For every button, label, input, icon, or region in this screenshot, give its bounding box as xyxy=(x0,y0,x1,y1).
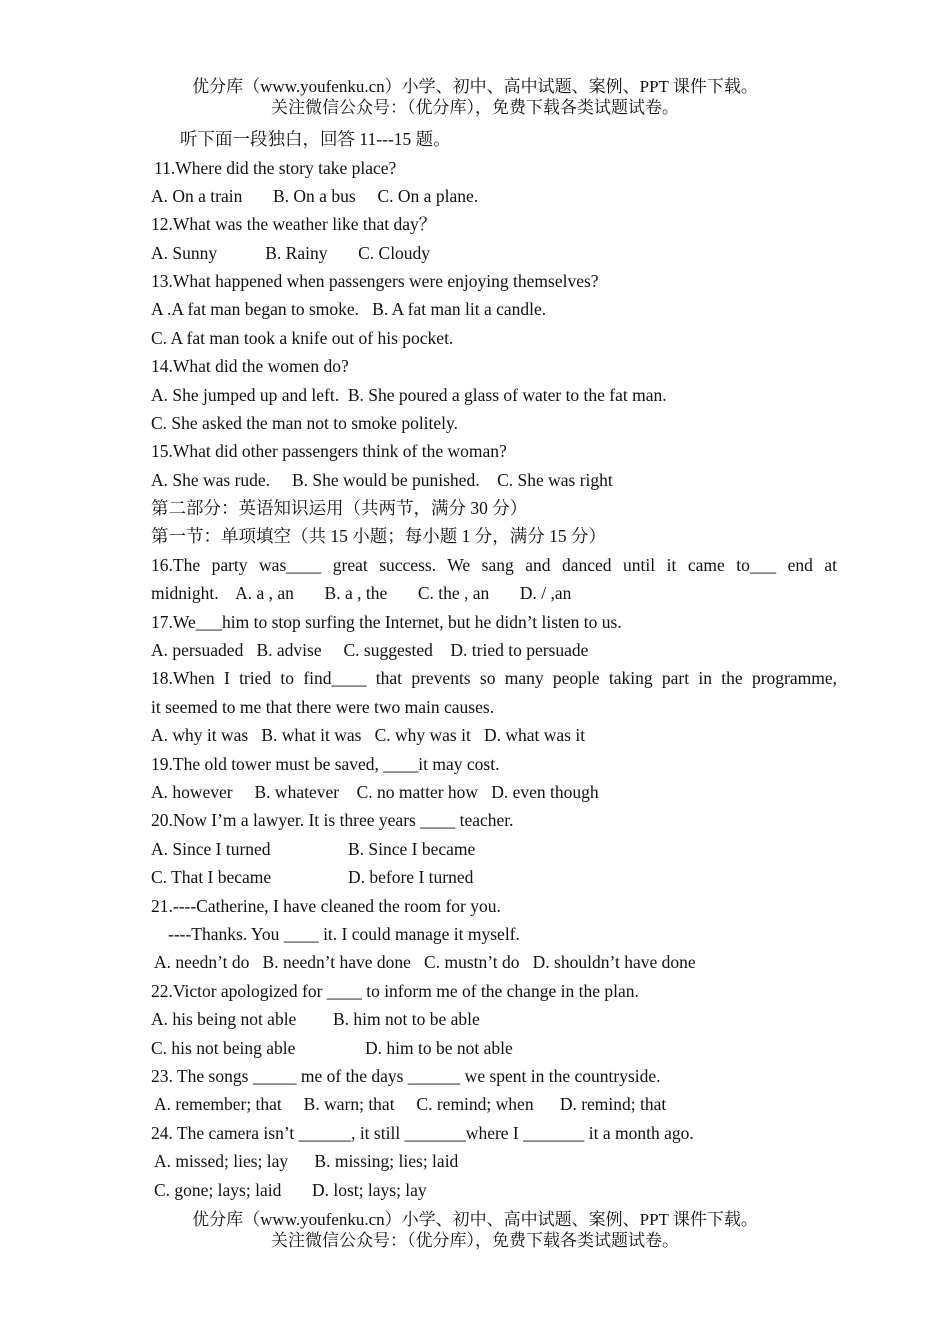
q22-option-c: C. his not being able xyxy=(151,1038,296,1058)
q24-stem: 24. The camera isn’t ______, it still _______where I _______ it a month ago. xyxy=(151,1123,694,1143)
section1-heading: 第一节：单项填空（共 15 小题；每小题 1 分，满分 15 分） xyxy=(151,526,606,546)
q20-option-c: C. That I became xyxy=(151,867,272,887)
footer-line-1: 优分库（www.youfenku.cn）小学、初中、高中试题、案例、PPT 课件下载。 xyxy=(192,1210,758,1229)
footer-line-2: 关注微信公众号：（优分库），免费下载各类试题试卷。 xyxy=(271,1231,679,1250)
q21-stem-2: ----Thanks. You ____ it. I could manage it myself. xyxy=(168,924,520,944)
q15-options: A. She was rude. B. She would be punished. C. She was right xyxy=(151,470,613,490)
q18-stem-1: 18.When I tried to find____ that prevents so many people taking part in the programme, xyxy=(151,668,837,688)
q20-option-d: D. before I turned xyxy=(348,867,474,887)
q15-stem: 15.What did other passengers think of the woman? xyxy=(151,441,507,461)
header-line-1: 优分库（www.youfenku.cn）小学、初中、高中试题、案例、PPT 课件下载。 xyxy=(192,77,758,96)
q12-options: A. Sunny B. Rainy C. Cloudy xyxy=(151,243,431,263)
q17-stem: 17.We___him to stop surfing the Internet, but he didn’t listen to us. xyxy=(151,612,622,632)
q19-stem: 19.The old tower must be saved, ____it may cost. xyxy=(151,754,500,774)
q21-options: A. needn’t do B. needn’t have done C. mustn’t do D. shouldn’t have done xyxy=(154,952,696,972)
header-line-2: 关注微信公众号：（优分库），免费下载各类试题试卷。 xyxy=(271,98,679,117)
q13-options-1: A .A fat man began to smoke. B. A fat man lit a candle. xyxy=(151,299,547,319)
q22-option-b: B. him not to be able xyxy=(333,1009,480,1029)
q23-options: A. remember; that B. warn; that C. remind; when D. remind; that xyxy=(154,1094,667,1114)
q13-stem: 13.What happened when passengers were enjoying themselves? xyxy=(151,271,599,291)
q14-options-2: C. She asked the man not to smoke politely. xyxy=(151,413,459,433)
q22-stem: 22.Victor apologized for ____ to inform me of the change in the plan. xyxy=(151,981,639,1001)
listening-intro: 听下面一段独白，回答 11---15 题。 xyxy=(180,129,451,149)
q16-stem-2: midnight. A. a , an B. a , the C. the , an D. / ,an xyxy=(151,583,572,603)
q20-option-a: A. Since I turned xyxy=(151,839,271,859)
q13-options-2: C. A fat man took a knife out of his pocket. xyxy=(151,328,454,348)
q22-option-d: D. him to be not able xyxy=(365,1038,513,1058)
q16-stem-1: 16.The party was____ great success. We sang and danced until it came to___ end at xyxy=(151,555,837,575)
q14-options-1: A. She jumped up and left. B. She poured a glass of water to the fat man. xyxy=(151,385,667,405)
q20-option-b: B. Since I became xyxy=(348,839,476,859)
q14-stem: 14.What did the women do? xyxy=(151,356,349,376)
q18-options: A. why it was B. what it was C. why was it D. what was it xyxy=(151,725,586,745)
q19-options: A. however B. whatever C. no matter how D. even though xyxy=(151,782,599,802)
q17-options: A. persuaded B. advise C. suggested D. tried to persuade xyxy=(151,640,589,660)
part2-heading: 第二部分：英语知识运用（共两节，满分 30 分） xyxy=(151,498,528,518)
q21-stem-1: 21.----Catherine, I have cleaned the room for you. xyxy=(151,896,501,916)
q22-option-a: A. his being not able xyxy=(151,1009,297,1029)
q24-options-1: A. missed; lies; lay B. missing; lies; laid xyxy=(154,1151,459,1171)
q12-stem: 12.What was the weather like that day？ xyxy=(151,214,437,234)
q20-stem: 20.Now I’m a lawyer. It is three years ____ teacher. xyxy=(151,810,514,830)
q23-stem: 23. The songs _____ me of the days ______ we spent in the countryside. xyxy=(151,1066,661,1086)
q11-options: A. On a train B. On a bus C. On a plane. xyxy=(151,186,479,206)
q11-stem: 11.Where did the story take place? xyxy=(154,158,397,178)
q24-options-2: C. gone; lays; laid D. lost; lays; lay xyxy=(154,1180,427,1200)
q18-stem-2: it seemed to me that there were two main causes. xyxy=(151,697,495,717)
